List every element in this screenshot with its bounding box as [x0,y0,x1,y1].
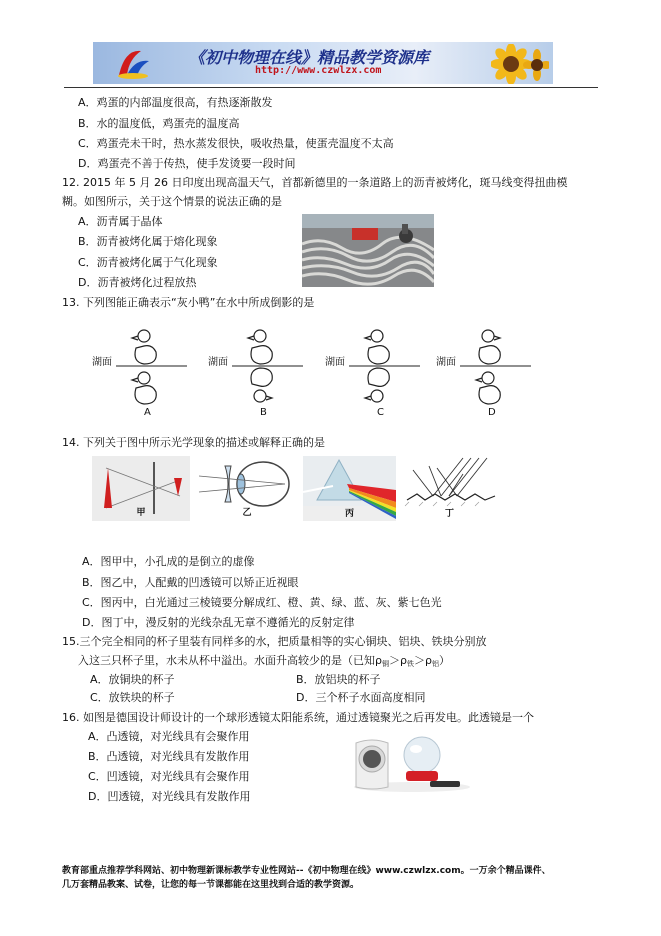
q14-label-ding: 丁 [444,509,454,519]
q13-label-c: C [377,407,384,418]
q13-label-a: A [144,407,151,418]
q14-figure-bing[interactable] [303,456,396,521]
q14-figure-yi[interactable] [197,456,297,521]
q13-stem: 13. 下列图能正确表示“灰小鸭”在水中所成倒影的是 [62,296,315,309]
footer-line1: 教育部重点推荐学科网站、初中物理新课标教学专业性网站--《初中物理在线》www.czwlzx.com。一万余个精品课件、 [62,866,551,876]
q16-option-b: B．凸透镜，对光线具有发散作用 [88,750,250,763]
lake-label: 湖面 [208,357,228,368]
duck-reflection-b-icon [208,322,303,422]
q12-option-d: D．沥青被烤化过程放热 [78,276,197,289]
duck-reflection-c-icon [325,322,420,422]
q13-figure-d[interactable] [436,322,531,422]
lake-label: 湖面 [92,357,112,368]
q14-label-bing: 丙 [344,509,354,519]
duck-reflection-d-icon [436,322,531,422]
q14-option-d: D．图丁中，漫反射的光线杂乱无章不遵循光的反射定律 [82,616,355,629]
duck-reflection-a-icon [92,322,187,422]
q15-option-b: B．放铝块的杯子 [296,673,381,686]
sunflower-icon [491,44,549,84]
q16-option-a: A．凸透镜，对光线具有会聚作用 [88,730,250,743]
q14-option-a: A．图甲中，小孔成的是倒立的虚像 [82,555,255,568]
q12-option-c: C．沥青被烤化属于气化现象 [78,256,218,269]
q15-stem-line2: 入这三只杯子里，水未从杯中溢出。水面升高较少的是（已知$\rho_铜>\rho_铁>\rho_铝$） [78,654,450,668]
q11-option-a: A．鸡蛋的内部温度很高，有热逐渐散发 [78,96,273,109]
site-logo-icon [115,45,151,81]
lake-label: 湖面 [325,357,345,368]
header-divider [64,87,598,88]
q12-option-a: A．沥青属于晶体 [78,215,163,228]
q15-option-d: D．三个杯子水面高度相同 [296,691,426,704]
q13-label-d: D [488,407,496,418]
melted-road-photo [302,214,434,287]
q11-option-b: B．水的温度低，鸡蛋壳的温度高 [78,117,240,130]
q14-stem: 14. 下列关于图中所示光学现象的描述或解释正确的是 [62,436,325,449]
q15-option-c: C．放铁块的杯子 [90,691,175,704]
lake-label: 湖面 [436,357,456,368]
q14-option-b: B．图乙中，人配戴的凹透镜可以矫正近视眼 [82,576,299,589]
spherical-lens-solar-photo [352,733,472,793]
q14-option-c: C．图丙中，白光通过三棱镜要分解成红、橙、黄、绿、蓝、灰、紫七色光 [82,596,442,609]
q15-option-a: A．放铜块的杯子 [90,673,175,686]
q14-figure-ding[interactable] [403,456,496,521]
q14-figure-jia[interactable] [92,456,190,521]
q14-label-jia: 甲 [136,508,146,518]
q12-option-b: B．沥青被烤化属于熔化现象 [78,235,218,248]
footer-line2: 几万套精品教案、试卷，让您的每一节课都能在这里找到合适的教学资源。 [62,880,360,890]
q15-stem-line1: 15.三个完全相同的杯子里装有同样多的水，把质量相等的实心铜块、铝块、铁块分别放 [62,635,487,648]
q12-stem-line1: 12. 2015 年 5 月 26 日印度出现高温天气，首都新德里的一条道路上的沥青被烤化，斑马线变得扭曲模 [62,176,568,189]
q13-figure-c[interactable] [325,322,420,422]
header-banner [93,42,553,84]
q11-option-d: D．鸡蛋壳不善于传热，使手发烫要一段时间 [78,157,296,170]
banner-title: 《初中物理在线》精品教学资源库 [189,48,430,67]
q13-label-b: B [260,407,267,418]
q16-option-d: D．凹透镜，对光线具有发散作用 [88,790,251,803]
q14-label-yi: 乙 [242,508,252,518]
q16-stem: 16. 如图是德国设计师设计的一个球形透镜太阳能系统，通过透镜聚光之后再发电。此透镜是一个 [62,711,534,724]
q13-figure-b[interactable] [208,322,303,422]
q11-option-c: C．鸡蛋壳未干时，热水蒸发很快，吸收热量，使蛋壳温度不太高 [78,137,394,150]
q13-figure-a[interactable] [92,322,187,422]
banner-url[interactable]: http://www.czwlzx.com [255,65,382,76]
q16-option-c: C．凹透镜，对光线具有会聚作用 [88,770,250,783]
q12-stem-line2: 糊。如图所示，关于这个情景的说法正确的是 [62,195,282,208]
